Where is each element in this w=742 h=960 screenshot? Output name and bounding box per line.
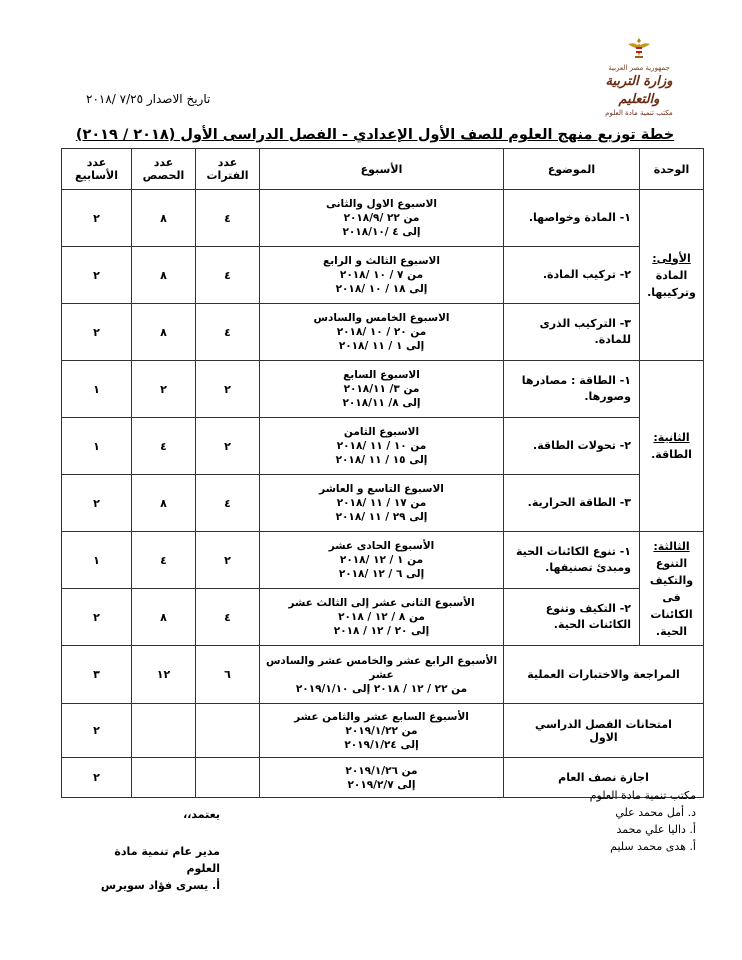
week-line1: الاسبوع الاول والثانى <box>325 198 437 210</box>
week-line3: إلى ٨/ ٢٠١٨/١١ <box>342 397 421 409</box>
week-line3: إلى ٦ / ١٢ /٢٠١٨ <box>338 568 425 580</box>
weeks-cell: ١ <box>62 418 132 475</box>
periods-cell: ٤ <box>196 247 260 304</box>
week-line2: من ١ / ١٢ /٢٠١٨ <box>339 554 424 566</box>
periods-cell <box>196 704 260 758</box>
unit-3-line5: الحية. <box>655 624 688 638</box>
unit-3-line3: والتكيف فى <box>649 573 694 604</box>
unit-2-line2: الطاقة. <box>651 448 692 461</box>
weeks-cell: ٢ <box>62 475 132 532</box>
unit-3-name: الثالثة: <box>653 539 690 553</box>
header-classes-l1: عدد <box>153 156 174 169</box>
week-cell <box>260 532 504 589</box>
topic-line1: ٢- التكيف وتنوع <box>545 602 631 615</box>
week-line2: من ٢٠ / ١٠ /٢٠١٨ <box>336 326 427 338</box>
week-line2: من ٧ / ١٠ /٢٠١٨ <box>339 269 424 281</box>
week-line1: الاسبوع الثالث و الرابع <box>323 255 440 267</box>
header-periods-l1: عدد <box>217 156 238 169</box>
weeks-cell: ٢ <box>62 304 132 361</box>
week-line1: الاسبوع التاسع و العاشر <box>319 483 444 495</box>
topic-line1: ١- الطاقة : مصادرها <box>521 374 631 387</box>
classes-cell: ٨ <box>132 589 196 646</box>
week-line2: من ٨ / ١٢ / ٢٠١٨ <box>338 611 425 623</box>
week-cell <box>260 589 504 646</box>
logo-republic-text: جمهورية مصر العربية <box>608 64 670 72</box>
header-week: الأسبوع <box>260 149 504 190</box>
week-line3: إلى ٢٠ / ١٢ / ٢٠١٨ <box>333 625 430 637</box>
topic-line1: ٢- تحولات الطاقة. <box>533 439 631 452</box>
week-line2: من ٢٠١٩/١/٢٢ <box>345 724 418 737</box>
logo-office-text: مكتب تنمية مادة العلوم <box>605 109 673 117</box>
header-periods-l2: الفترات <box>206 169 249 182</box>
week-line1: الاسبوع الخامس والسادس <box>313 312 450 324</box>
week-cell <box>260 247 504 304</box>
weeks-cell: ٣ <box>62 646 132 704</box>
unit-3-line2: التنوع <box>655 556 688 570</box>
table-row <box>62 532 704 589</box>
header-unit: الوحدة <box>640 149 704 190</box>
week-line2: من ١٠ / ١١ /٢٠١٨ <box>336 440 427 452</box>
approved-label: يعتمد،، <box>183 808 220 821</box>
table-row <box>62 247 704 304</box>
periods-cell: ٤ <box>196 190 260 247</box>
topic-line2: الكائنات الحية. <box>553 618 631 631</box>
header-weeks-l1: عدد <box>86 156 107 169</box>
topic-cell <box>504 418 640 475</box>
periods-cell: ٤ <box>196 475 260 532</box>
classes-cell: ٢ <box>132 361 196 418</box>
week-line1: الأسبوع الرابع عشر والخامس عشر والسادس <box>265 654 498 667</box>
topic-line1: ٣- الطاقة الحرارية. <box>527 496 631 509</box>
topic-line1: ١- تنوع الكائنات الحية <box>515 545 631 558</box>
topic-cell <box>504 304 640 361</box>
week-line3: من ٢٢ / ١٢ / ٢٠١٨ إلى ٢٠١٩/١/١٠ <box>295 682 468 695</box>
week-line1: الأسبوع الثانى عشر إلى الثالث عشر <box>288 597 475 609</box>
topic-line2: وصورها. <box>584 390 631 403</box>
header-classes-l2: الحصص <box>142 169 185 182</box>
week-line2: عشر <box>369 668 394 681</box>
eagle-emblem-icon <box>626 36 652 60</box>
preparer-3: أ. هدى محمد سليم <box>610 840 696 853</box>
weeks-cell: ٢ <box>62 190 132 247</box>
unit-cell-2 <box>640 361 704 532</box>
topic-cell <box>504 190 640 247</box>
classes-cell <box>132 704 196 758</box>
periods-cell: ٤ <box>196 589 260 646</box>
logo-ministry-text: وزارة التربية والتعليم <box>605 74 673 107</box>
week-line2: إلى ٢٠١٩/٢/٧ <box>347 778 416 791</box>
issue-date: تاريخ الاصدار ٧/٢٥ /٢٠١٨ <box>86 92 211 106</box>
week-line1: من ٢٠١٩/١/٢٦ <box>345 764 418 777</box>
weeks-cell: ٢ <box>62 589 132 646</box>
header-weeks-l2: الأسابيع <box>74 169 119 182</box>
topic-line2: للمادة. <box>594 333 631 346</box>
week-line3: إلى ٢٠١٩/١/٢٤ <box>344 738 419 751</box>
table-row <box>62 361 704 418</box>
approval-block <box>90 806 220 894</box>
preparer-2: أ. داليا علي محمد <box>616 823 696 836</box>
table-row <box>62 418 704 475</box>
director-name: أ. يسرى فؤاد سويرس <box>100 879 220 892</box>
periods-cell: ٤ <box>196 304 260 361</box>
topic-cell <box>504 532 640 589</box>
periods-cell <box>196 758 260 798</box>
preparer-1: د. أمل محمد علي <box>615 806 696 819</box>
week-cell <box>260 304 504 361</box>
week-line2: من ٢٢ /٢٠١٨/٩ <box>343 212 420 224</box>
header-weeks <box>62 149 132 190</box>
topic-cell <box>504 589 640 646</box>
unit-3-line4: الكائنات <box>650 607 693 621</box>
exam-topic-cell <box>504 704 704 758</box>
weeks-cell: ١ <box>62 361 132 418</box>
week-cell <box>260 361 504 418</box>
week-line1: الأسبوع الحادى عشر <box>328 540 435 552</box>
header-classes <box>132 149 196 190</box>
table-row <box>62 475 704 532</box>
unit-1-line2: المادة <box>655 268 688 282</box>
weeks-cell: ٢ <box>62 247 132 304</box>
classes-cell <box>132 758 196 798</box>
break-topic-cell: اجازة نصف العام <box>504 758 704 798</box>
header-topic: الموضوع <box>504 149 640 190</box>
exam-topic-line2: الاول <box>589 730 618 744</box>
week-cell <box>260 190 504 247</box>
week-line1: الأسبوع السابع عشر والثامن عشر <box>294 710 469 723</box>
director-title: مدير عام تنمية مادة العلوم <box>114 845 220 875</box>
topic-line1: ٣- التركيب الذرى <box>539 317 631 330</box>
table-row-review <box>62 646 704 704</box>
ministry-logo <box>584 36 694 116</box>
classes-cell: ٨ <box>132 475 196 532</box>
weeks-cell: ١ <box>62 532 132 589</box>
classes-cell: ٤ <box>132 418 196 475</box>
week-cell <box>260 646 504 704</box>
classes-cell: ١٢ <box>132 646 196 704</box>
week-line1: الاسبوع الثامن <box>343 426 420 438</box>
unit-1-line3: وتركيبها. <box>647 285 696 299</box>
header-periods <box>196 149 260 190</box>
periods-cell: ٦ <box>196 646 260 704</box>
classes-cell: ٨ <box>132 190 196 247</box>
week-cell <box>260 418 504 475</box>
unit-cell-1 <box>640 190 704 361</box>
topic-line2: ومبدئ تصنيفها. <box>545 561 631 574</box>
table-row-exam <box>62 704 704 758</box>
week-line3: إلى ١٨ / ١٠ /٢٠١٨ <box>335 283 428 295</box>
table-row <box>62 589 704 646</box>
topic-cell <box>504 475 640 532</box>
topic-line1: ٢- تركيب المادة. <box>542 268 631 281</box>
curriculum-table <box>61 148 704 798</box>
unit-1-name: الأولى: <box>652 251 691 265</box>
unit-cell-3 <box>640 532 704 646</box>
unit-2-name: الثانية: <box>653 431 690 444</box>
topic-line1: ١- المادة وخواصها. <box>528 211 631 224</box>
weeks-cell: ٢ <box>62 758 132 798</box>
table-header-row <box>62 149 704 190</box>
exam-topic-line1: امتحانات الفصل الدراسي <box>535 717 672 731</box>
classes-cell: ٨ <box>132 247 196 304</box>
week-line1: الاسبوع السابع <box>343 369 420 381</box>
periods-cell: ٢ <box>196 418 260 475</box>
classes-cell: ٨ <box>132 304 196 361</box>
periods-cell: ٢ <box>196 361 260 418</box>
preparers-block <box>440 787 696 855</box>
week-line2: من ٣/ ٢٠١٨/١١ <box>343 383 420 395</box>
week-cell <box>260 475 504 532</box>
week-line3: إلى ١٥ / ١١ /٢٠١٨ <box>335 454 428 466</box>
review-topic-cell: المراجعة والاختبارات العملية <box>504 646 704 704</box>
table-row <box>62 190 704 247</box>
topic-cell <box>504 247 640 304</box>
weeks-cell: ٢ <box>62 704 132 758</box>
week-line3: إلى ٤ /٢٠١٨/١٠ <box>342 226 421 238</box>
topic-cell <box>504 361 640 418</box>
week-line3: إلى ١ / ١١ /٢٠١٨ <box>338 340 425 352</box>
page-title: خطة توزيع منهج العلوم للصف الأول الإعدادي - الفصل الدراسى الأول (٢٠١٨ / ٢٠١٩) <box>75 127 675 143</box>
week-line2: من ١٧ / ١١ /٢٠١٨ <box>336 497 427 509</box>
week-cell <box>260 704 504 758</box>
classes-cell: ٤ <box>132 532 196 589</box>
week-line3: إلى ٢٩ / ١١ /٢٠١٨ <box>335 511 428 523</box>
office-name: مكتب تنمية مادة العلوم <box>589 789 696 802</box>
periods-cell: ٢ <box>196 532 260 589</box>
table-row <box>62 304 704 361</box>
